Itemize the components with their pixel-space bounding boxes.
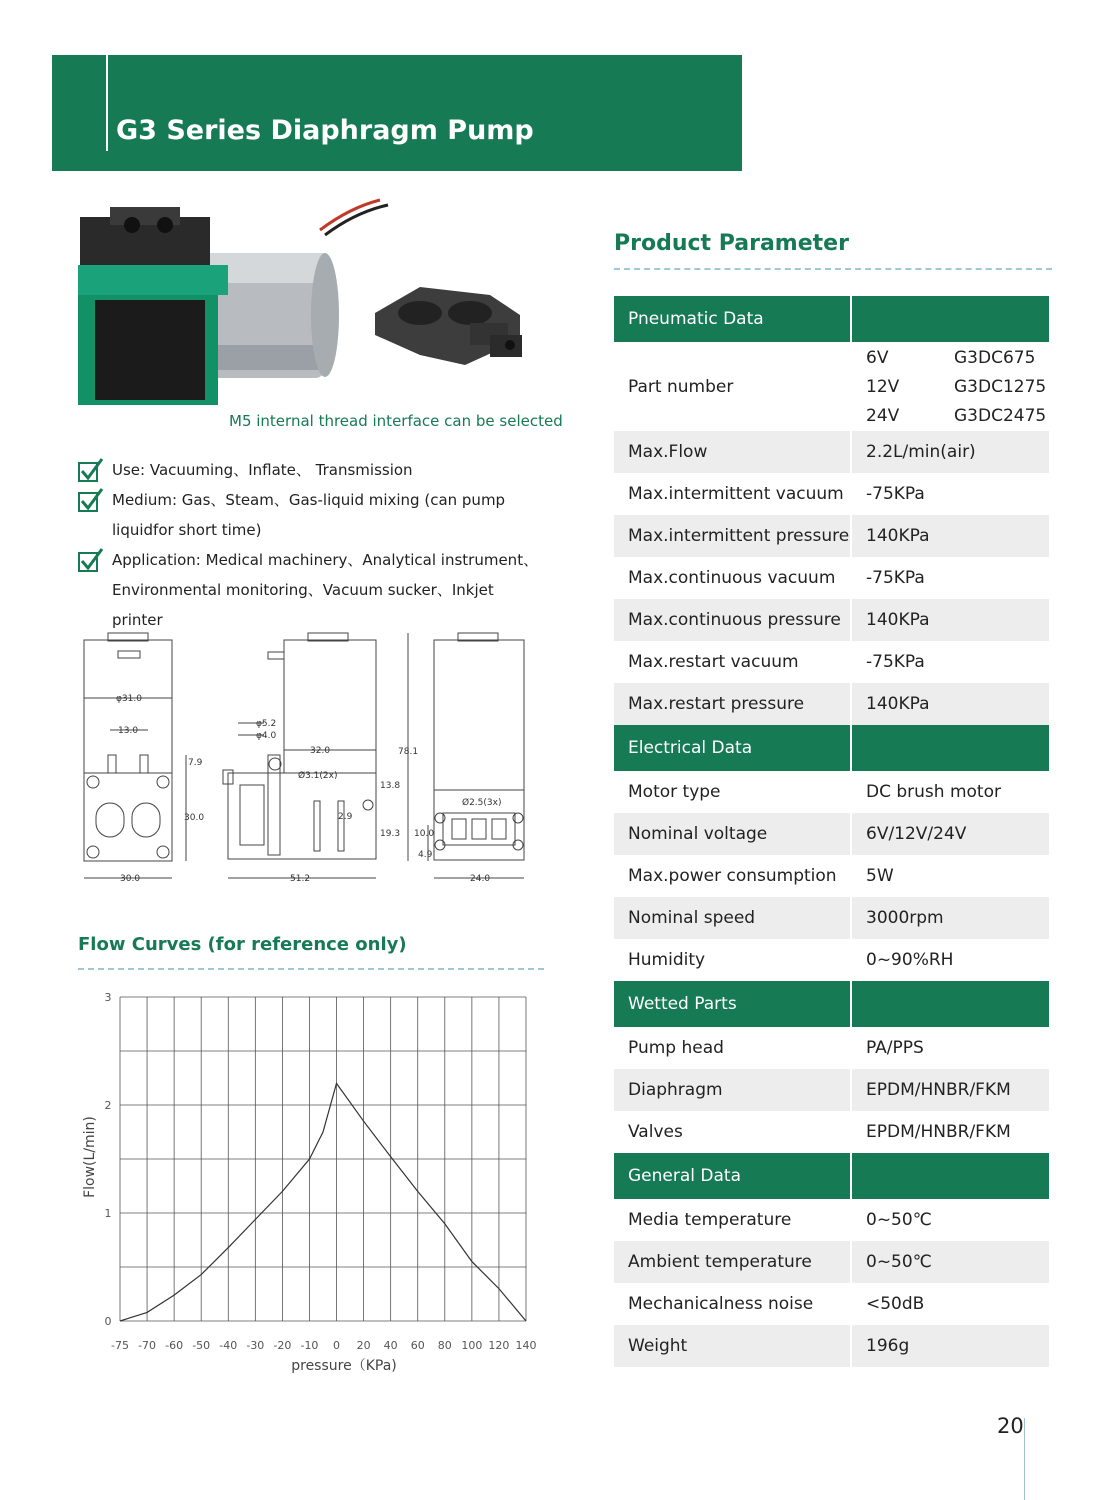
param-label: Motor type: [614, 771, 851, 813]
param-label: Max.restart pressure: [614, 683, 851, 725]
dim-label: 19.3: [380, 829, 401, 839]
param-value: -75KPa: [851, 557, 1049, 599]
param-row: [614, 1199, 1049, 1241]
section-header-label: Pneumatic Data: [614, 296, 851, 342]
param-row: [614, 813, 1049, 855]
section-header: [614, 725, 1049, 771]
param-label: Diaphragm: [614, 1069, 851, 1111]
x-tick-label: -20: [273, 1339, 292, 1352]
flow-curves-title: Flow Curves (for reference only): [78, 934, 407, 955]
param-label: Max.restart vacuum: [614, 641, 851, 683]
param-label: Max.intermittent pressure: [614, 515, 851, 557]
param-row: [614, 939, 1049, 981]
param-row: [614, 1241, 1049, 1283]
part-number-values: [851, 342, 1049, 431]
param-value: <50dB: [851, 1283, 1049, 1325]
chart-grid: [120, 997, 526, 1321]
param-label: Max.intermittent vacuum: [614, 473, 851, 515]
param-label: Max.continuous pressure: [614, 599, 851, 641]
x-tick-label: -30: [246, 1339, 265, 1352]
dim-label: 13.0: [118, 726, 139, 736]
dim-label: 7.9: [188, 758, 203, 768]
feature-item: [78, 455, 548, 485]
part-voltage: 6V: [866, 344, 954, 372]
dim-label: 32.0: [310, 746, 331, 756]
section-divider: [78, 968, 544, 970]
x-tick-label: -75: [111, 1339, 129, 1352]
product-photo: [70, 195, 550, 415]
page-number-rule: [1024, 1418, 1025, 1500]
param-row: [614, 771, 1049, 813]
param-row: [614, 515, 1049, 557]
x-tick-label: -50: [192, 1339, 211, 1352]
param-value: 196g: [851, 1325, 1049, 1367]
feature-item: [78, 485, 548, 545]
param-label: Weight: [614, 1325, 851, 1367]
param-row: [614, 1069, 1049, 1111]
banner-divider: [106, 55, 108, 151]
section-header-label: Wetted Parts: [614, 981, 851, 1027]
param-row: [614, 683, 1049, 725]
dimension-drawing: [78, 625, 548, 890]
param-value: 0~90%RH: [851, 939, 1049, 981]
param-label: Nominal speed: [614, 897, 851, 939]
param-value: 5W: [851, 855, 1049, 897]
x-tick-label: 120: [488, 1339, 510, 1352]
param-row: [614, 473, 1049, 515]
param-label: Valves: [614, 1111, 851, 1153]
x-tick-label: -40: [219, 1339, 238, 1352]
page-title: G3 Series Diaphragm Pump: [116, 115, 534, 146]
title-banner: [52, 55, 742, 171]
product-parameter-title: Product Parameter: [614, 231, 849, 256]
dim-label: 51.2: [290, 874, 311, 884]
param-label: Max.power consumption: [614, 855, 851, 897]
param-row: [614, 1111, 1049, 1153]
checkbox-icon: [78, 547, 104, 573]
checkbox-icon: [78, 457, 104, 483]
feature-item: [78, 545, 548, 635]
section-header-blank: [851, 725, 1049, 771]
part-code: G3DC2475: [954, 401, 1049, 429]
x-tick-label: -60: [165, 1339, 184, 1352]
section-divider: [614, 268, 1052, 270]
feature-text: Use: Vacuuming、Inflate、 Transmission: [112, 461, 413, 479]
x-tick-label: 140: [515, 1339, 537, 1352]
part-code: G3DC1275: [954, 372, 1049, 401]
param-row: [614, 855, 1049, 897]
param-value: 3000rpm: [851, 897, 1049, 939]
dim-label: φ5.2: [256, 719, 277, 729]
section-header: [614, 981, 1049, 1027]
param-value: 6V/12V/24V: [851, 813, 1049, 855]
feature-text: Application: Medical machinery、Analytical instrument、Environmental monitoring、Vacuum sucker、Inkjet printer: [112, 551, 539, 629]
param-label: Max.continuous vacuum: [614, 557, 851, 599]
flow-series-line: [120, 1083, 526, 1321]
checkbox-icon: [78, 487, 104, 513]
x-tick-label: -70: [138, 1339, 157, 1352]
param-value: 0~50℃: [851, 1199, 1049, 1241]
param-row: [614, 557, 1049, 599]
x-tick-label: -10: [300, 1339, 319, 1352]
param-value: 140KPa: [851, 515, 1049, 557]
part-voltage: 24V: [866, 401, 954, 429]
section-header-blank: [851, 981, 1049, 1027]
dim-label: Ø2.5(3x): [462, 798, 502, 808]
section-header-label: Electrical Data: [614, 725, 851, 771]
section-header-label: General Data: [614, 1153, 851, 1199]
part-number-row: [614, 342, 1049, 431]
param-label: Ambient temperature: [614, 1241, 851, 1283]
x-tick-label: 0: [333, 1339, 341, 1352]
param-label: Media temperature: [614, 1199, 851, 1241]
section-header: [614, 296, 1049, 342]
part-voltage: 12V: [866, 372, 954, 401]
page-number: 20: [997, 1414, 1024, 1438]
param-value: -75KPa: [851, 473, 1049, 515]
feature-text: Medium: Gas、Steam、Gas-liquid mixing (can pump liquidfor short time): [112, 491, 506, 539]
y-tick-label: 1: [104, 1207, 112, 1220]
dim-label: Ø3.1(2x): [298, 771, 338, 781]
dim-label: φ31.0: [116, 694, 142, 704]
section-header: [614, 1153, 1049, 1199]
param-label: Part number: [614, 342, 851, 431]
param-label: Max.Flow: [614, 431, 851, 473]
dim-label: 2.9: [338, 812, 353, 822]
param-value: PA/PPS: [851, 1027, 1049, 1069]
param-row: [614, 1283, 1049, 1325]
param-value: 140KPa: [851, 683, 1049, 725]
flow-chart: [78, 985, 548, 1385]
feature-list: [78, 455, 548, 635]
param-label: Humidity: [614, 939, 851, 981]
param-value: 140KPa: [851, 599, 1049, 641]
y-tick-label: 3: [104, 991, 112, 1004]
dim-label: φ4.0: [256, 731, 277, 741]
section-header-blank: [851, 1153, 1049, 1199]
dim-label: 13.8: [380, 781, 401, 791]
param-label: Mechanicalness noise: [614, 1283, 851, 1325]
param-row: [614, 1325, 1049, 1367]
section-header-blank: [851, 296, 1049, 342]
param-label: Pump head: [614, 1027, 851, 1069]
dim-label: 78.1: [398, 747, 419, 757]
param-label: Nominal voltage: [614, 813, 851, 855]
param-row: [614, 897, 1049, 939]
x-tick-label: 60: [410, 1339, 425, 1352]
dim-label: 24.0: [470, 874, 491, 884]
y-axis-label: Flow(L/min): [82, 1116, 98, 1198]
y-tick-label: 0: [104, 1315, 112, 1328]
part-code: G3DC675: [954, 344, 1049, 372]
x-tick-label: 20: [356, 1339, 371, 1352]
param-value: EPDM/HNBR/FKM: [851, 1069, 1049, 1111]
param-value: 0~50℃: [851, 1241, 1049, 1283]
param-value: DC brush motor: [851, 771, 1049, 813]
y-tick-label: 2: [104, 1099, 112, 1112]
parameter-table: [614, 296, 1049, 1367]
param-row: [614, 1027, 1049, 1069]
dim-label: 30.0: [120, 874, 141, 884]
param-value: EPDM/HNBR/FKM: [851, 1111, 1049, 1153]
x-tick-label: 100: [461, 1339, 483, 1352]
dim-label: 30.0: [184, 813, 205, 823]
x-tick-label: 80: [437, 1339, 452, 1352]
param-value: 2.2L/min(air): [851, 431, 1049, 473]
param-value: -75KPa: [851, 641, 1049, 683]
x-tick-label: 40: [383, 1339, 398, 1352]
x-axis-label: pressure（KPa): [291, 1358, 397, 1374]
dim-label: 4.9: [418, 850, 433, 860]
dim-label: 10.0: [414, 829, 435, 839]
param-row: [614, 599, 1049, 641]
param-row: [614, 431, 1049, 473]
image-caption: M5 internal thread interface can be selected: [229, 412, 563, 430]
param-row: [614, 641, 1049, 683]
